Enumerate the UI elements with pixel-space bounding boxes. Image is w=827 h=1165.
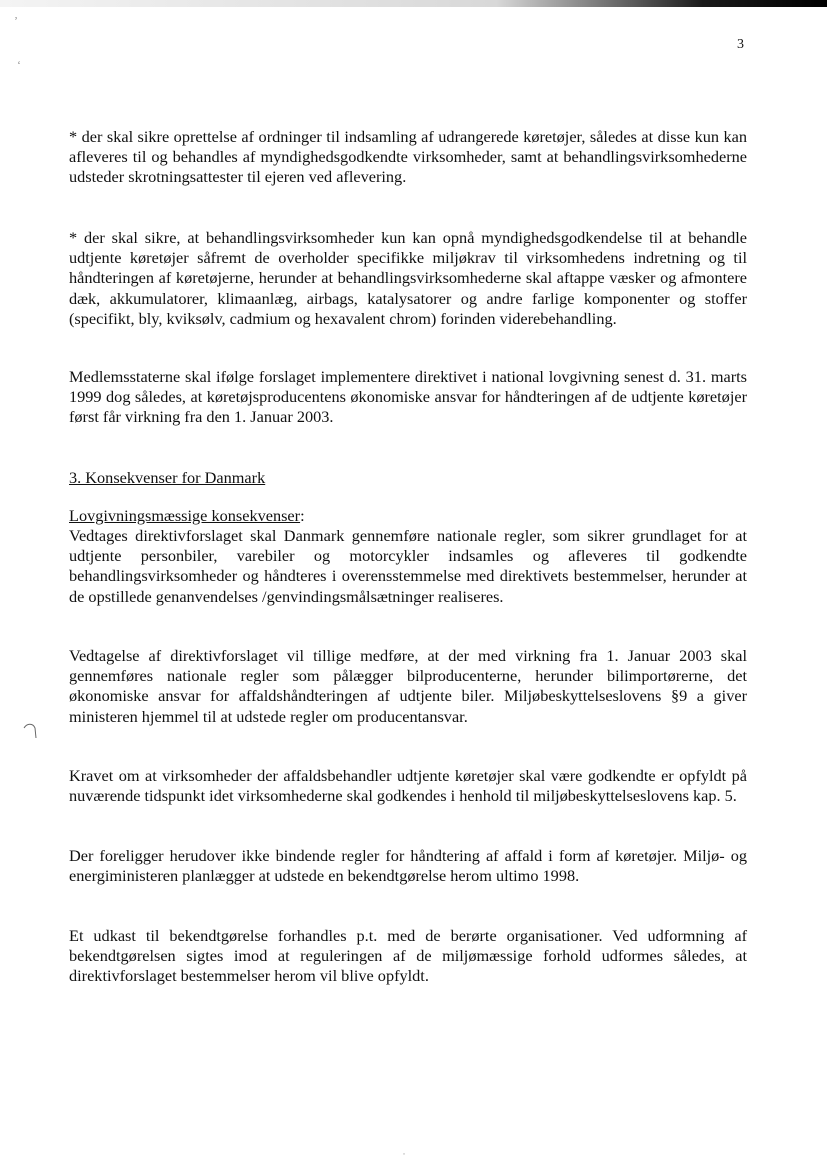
draft-order-paragraph: Et udkast til bekendtgørelse forhandles p.t. med de berørte organisationer. Ved udformning af bekendtgørelsen sigtes imod at reguleringen af de miljømæssige forhold udformes således, at direktivforslaget bestemmelser herom vil blive opfyldt. (69, 926, 747, 986)
scan-speck: ˙ (402, 1150, 406, 1164)
bullet-paragraph-collection: * der skal sikre oprettelse af ordninger til indsamling af udrangerede køretøjer, således at disse kun kan afleveres til og behandles af myndighedsgodkendte virksomheder, samt at behandlingsvirksomhederne udsteder skrotningsattester til ejeren ved aflevering. (69, 127, 747, 187)
section-heading: 3. Konsekvenser for Danmark (69, 468, 266, 487)
scan-speck: ‘ (17, 58, 21, 72)
regulation-paragraph: Der foreligger herudover ikke bindende regler for håndtering af affald i form af køretøjer. Miljø- og energiministeren planlægger at udstede en bekendtgørelse herom ultimo 1998. (69, 846, 747, 886)
producer-responsibility-paragraph: Vedtagelse af direktivforslaget vil tillige medføre, at der med virkning fra 1. Januar 2003 skal gennemføres nationale regler som pålægger bilproducenterne, herunder bilimportørerne, det økonomiske ansvar for affaldshåndteringen af udtjente biler. Miljøbeskyttelseslovens §9 a giver ministeren hjemmel til at udstede regler om producentansvar. (69, 646, 747, 726)
scan-top-edge (0, 0, 827, 7)
subheading-line (69, 506, 747, 526)
margin-pen-mark (22, 722, 38, 740)
bullet-paragraph-treatment: * der skal sikre, at behandlingsvirksomheder kun kan opnå myndighedsgodkendelse til at behandle udtjente køretøjer såfremt de overholder specifikke miljøkrav til virksomhedens indretning og til håndteringen af køretøjerne, herunder at behandlingsvirksomhederne skal aftappe væsker og afmontere dæk, akkumulatorer, klimaanlæg, airbags, katalysatorer og andre farlige komponenter og stoffer (specifikt, bly, kviksølv, cadmium og hexavalent chrom) forinden viderebehandling. (69, 228, 747, 328)
section-subheading: Lovgivningsmæssige konsekvenser (69, 506, 301, 525)
consequences-paragraph: Vedtages direktivforslaget skal Danmark gennemføre nationale regler, som sikrer grundlaget for at udtjente personbiler, varebiler og motorcykler indsamles og afleveres til godkendte behandlingsvirksomheder og håndteres i overensstemmelse med direktivets bestemmelser, herunder at de opstillede genanvendelses /genvindingsmålsætninger realiseres. (69, 526, 747, 606)
page-number: 3 (737, 37, 744, 52)
implementation-paragraph: Medlemsstaterne skal ifølge forslaget implementere direktivet i national lovgivning senest d. 31. marts 1999 dog således, at køretøjsproducentens økonomiske ansvar for håndteringen af de udtjente køretøjer først får virkning fra den 1. Januar 2003. (69, 367, 747, 427)
approval-paragraph: Kravet om at virksomheder der affaldsbehandler udtjente køretøjer skal være godkendte er opfyldt på nuværende tidspunkt idet virksomhederne skal godkendes i henhold til miljøbeskyttelseslovens kap. 5. (69, 766, 747, 806)
scan-speck: ʼ (14, 14, 18, 28)
subheading-colon: : (300, 506, 305, 525)
